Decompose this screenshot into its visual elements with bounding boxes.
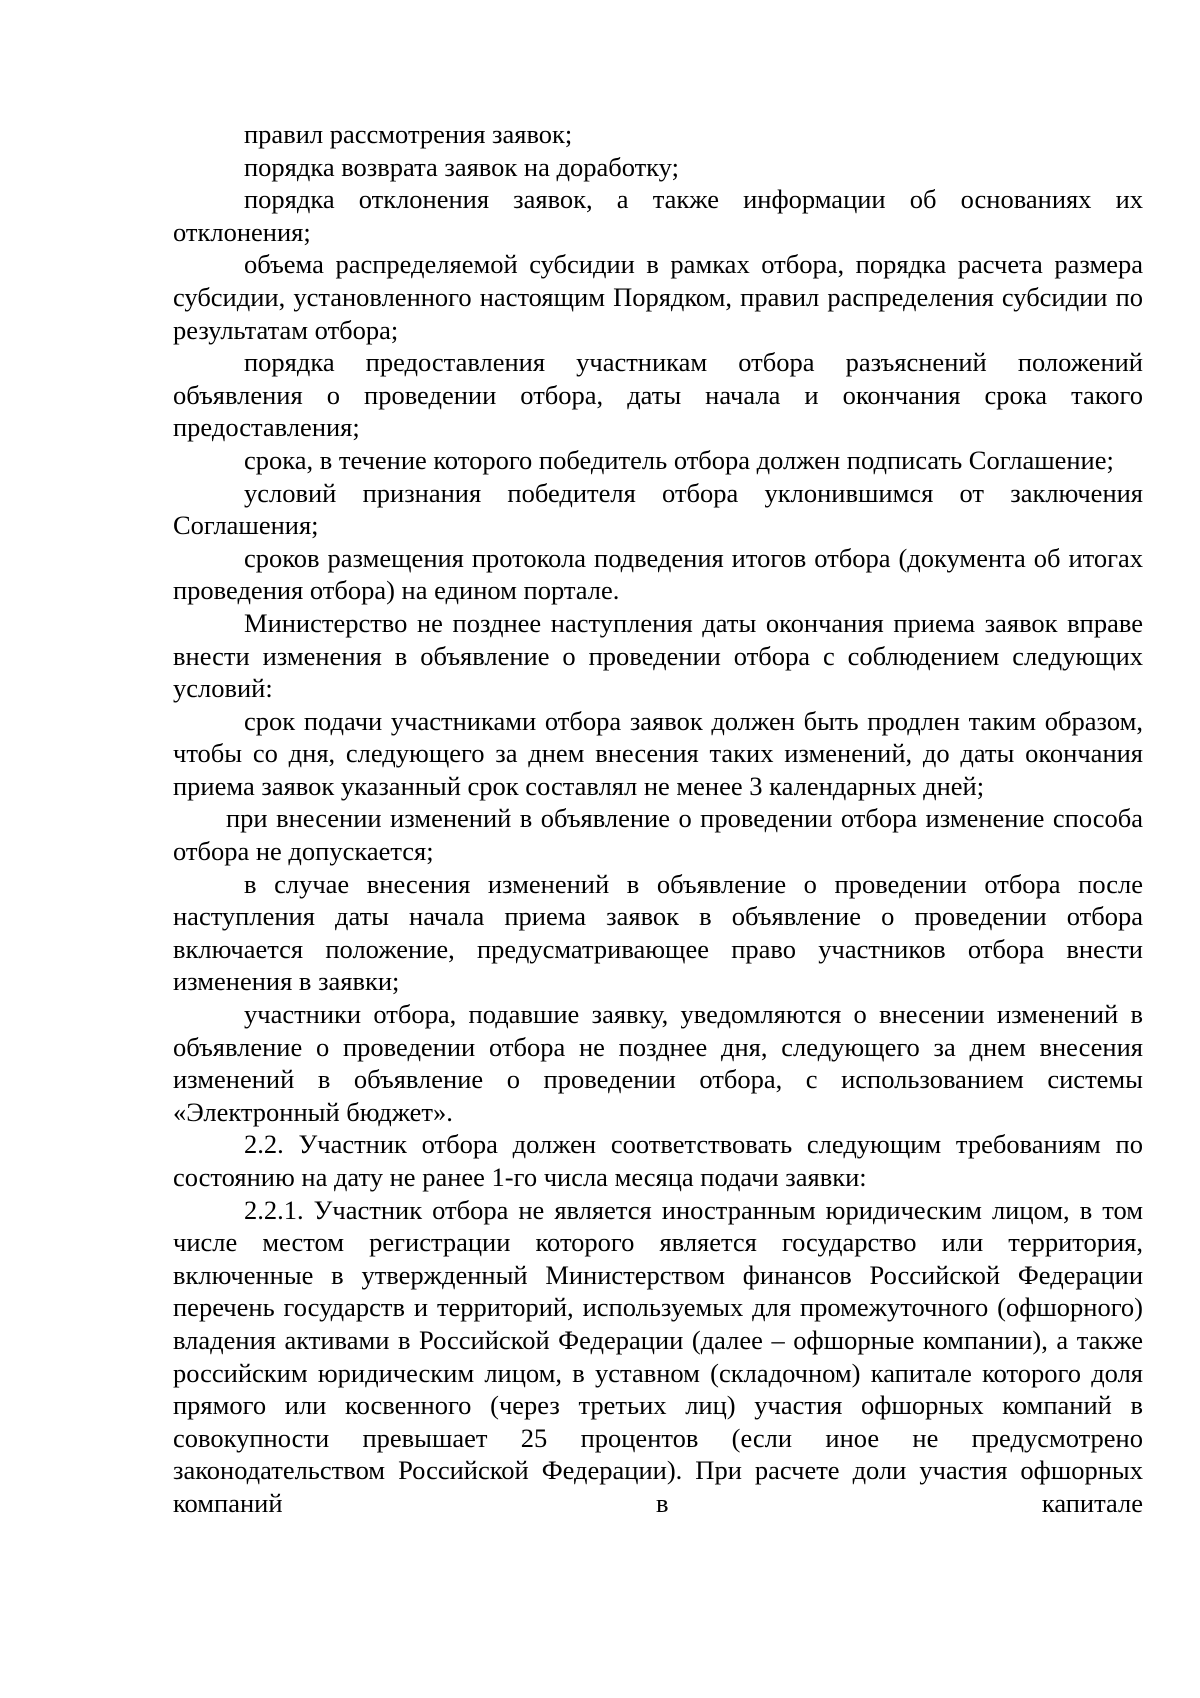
paragraph-deadline-extension: срок подачи участниками отбора заявок должен быть продлен таким образом, чтобы со дня, следующего за днем внесения таких изменений, до даты окончания приема заявок указанный срок составлял не менее 3 календарных дней;	[173, 705, 1143, 801]
paragraph-clarifications-procedure: порядка предоставления участникам отбора разъяснений положений объявления о проведении отбора, даты начала и окончания срока такого предоставления;	[173, 347, 1143, 443]
paragraph-protocol-publication-terms: сроков размещения протокола подведения итогов отбора (документа об итогах проведения отбора) на едином портале.	[173, 542, 1143, 606]
paragraph-subsidy-volume: объема распределяемой субсидии в рамках отбора, порядка расчета размера субсидии, установленного настоящим Порядком, правил распределения субсидии по результатам отбора;	[173, 249, 1143, 345]
paragraph-winner-evasion-conditions: условий признания победителя отбора уклонившимся от заключения Соглашения;	[173, 477, 1143, 541]
paragraph-participants-notification: участники отбора, подавшие заявку, уведомляются о внесении изменений в объявление о проведении отбора не позднее дня, следующего за днем внесения изменений в объявление о проведении отбора, с использованием системы «Электронный бюджет».	[173, 999, 1143, 1127]
document-body	[173, 118, 1143, 1520]
paragraph-agreement-signing-term: срока, в течение которого победитель отбора должен подписать Соглашение;	[244, 444, 1114, 475]
paragraph-applications-review-rules: правил рассмотрения заявок;	[244, 119, 573, 149]
paragraph-section-2-2-1: 2.2.1. Участник отбора не является иностранным юридическим лицом, в том числе местом регистрации которого является государство или территория, включенные в утвержденный Министерством финансов Российской Федерации перечень государств и территорий, используемых для промежуточного (офшорного) владения активами в Российской Федерации (далее – офшорные компании), а также российским юридическим лицом, в уставном (складочном) капитале которого доля прямого или косвенного (через третьих лиц) участия офшорных компаний в совокупности превышает 25 процентов (если иное не предусмотрено законодательством Российской Федерации). При расчете доли участия офшорных компаний в капитале	[173, 1194, 1143, 1518]
paragraph-amendments-after-start: в случае внесения изменений в объявление о проведении отбора после наступления даты начала приема заявок в объявление о проведении отбора включается положение, предусматривающее право участников отбора внести изменения в заявки;	[173, 868, 1143, 997]
paragraph-method-change-prohibited: при внесении изменений в объявление о проведении отбора изменение способа отбора не допускается;	[173, 803, 1143, 867]
paragraph-applications-rejection-procedure: порядка отклонения заявок, а также информации об основаниях их отклонения;	[173, 184, 1143, 247]
paragraph-ministry-amendments: Министерство не позднее наступления даты окончания приема заявок вправе внести изменения в объявление о проведении отбора с соблюдением следующих условий:	[173, 607, 1143, 704]
paragraph-section-2-2: 2.2. Участник отбора должен соответствовать следующим требованиям по состоянию на дату не ранее 1-го числа месяца подачи заявки:	[173, 1129, 1143, 1192]
paragraph-applications-return-procedure: порядка возврата заявок на доработку;	[244, 151, 679, 182]
